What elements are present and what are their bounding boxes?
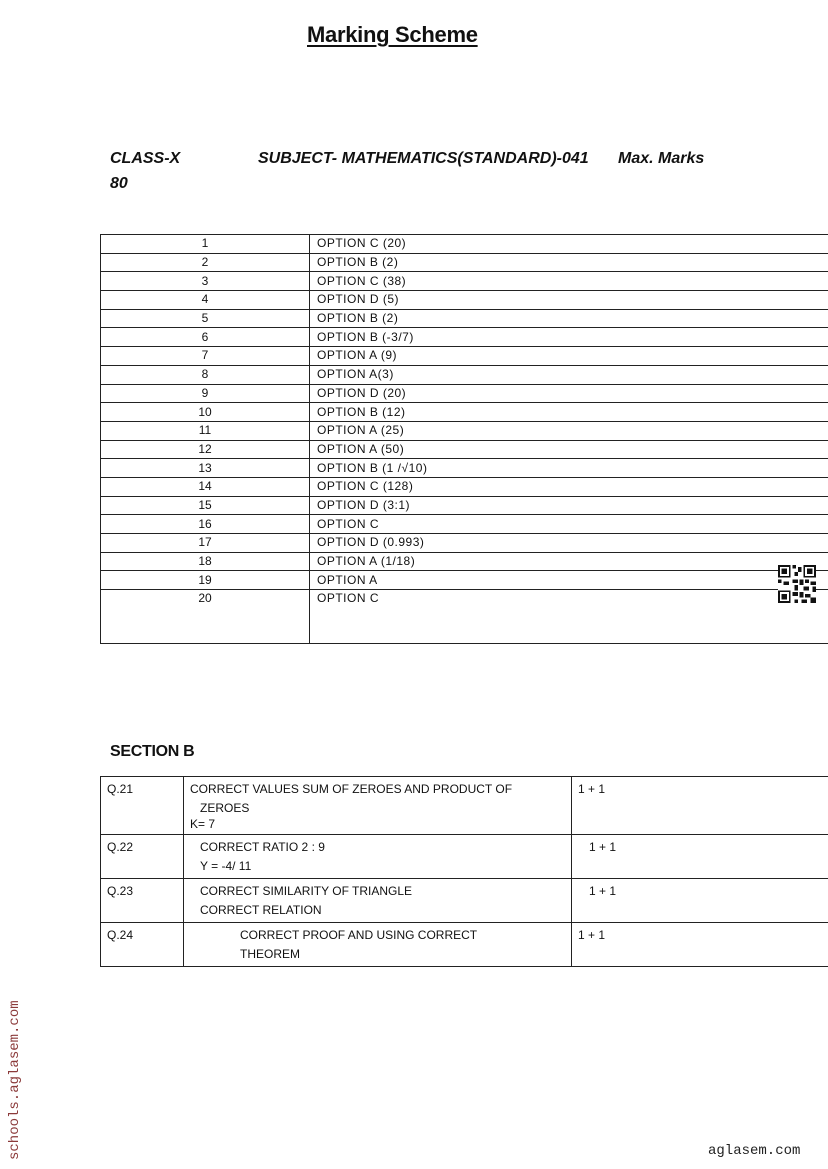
- table-row: [101, 291, 828, 310]
- table-row: [101, 421, 828, 440]
- answer-option: OPTION A (9): [310, 347, 828, 366]
- table-row: [101, 384, 828, 403]
- table-row: [101, 477, 828, 496]
- question-number: 17: [101, 534, 310, 553]
- criteria-line: CORRECT SIMILARITY OF TRIANGLE: [200, 884, 413, 898]
- criteria-line: CORRECT RATIO 2 : 9: [200, 840, 325, 854]
- question-number: 20: [101, 590, 310, 644]
- table-row: [101, 923, 828, 967]
- marking-criteria: [184, 835, 572, 879]
- question-number: 11: [101, 421, 310, 440]
- section-b-marking-table: [100, 776, 828, 967]
- marks: 1 + 1: [572, 835, 828, 879]
- question-number: 3: [101, 272, 310, 291]
- table-row: [101, 253, 828, 272]
- table-row: [101, 440, 828, 459]
- answer-option: OPTION B (2): [310, 253, 828, 272]
- table-row: [101, 403, 828, 422]
- answer-option: OPTION C (20): [310, 235, 828, 254]
- answer-option: OPTION A (25): [310, 421, 828, 440]
- criteria-line: THEOREM: [240, 946, 300, 961]
- answer-option: OPTION B (-3/7): [310, 328, 828, 347]
- criteria-line: CORRECT PROOF AND USING CORRECT: [240, 928, 478, 942]
- criteria-line: ZEROES: [200, 800, 250, 815]
- max-marks-value: 80: [110, 175, 128, 192]
- question-number: 15: [101, 496, 310, 515]
- answer-option: OPTION A (1/18): [310, 552, 828, 571]
- table-row: [101, 309, 828, 328]
- criteria-line: CORRECT VALUES SUM OF ZEROES AND PRODUCT OF: [190, 782, 513, 796]
- footer-watermark: aglasem.com: [708, 1143, 801, 1159]
- answer-option: OPTION D (3:1): [310, 496, 828, 515]
- table-row: [101, 272, 828, 291]
- table-row: [101, 777, 828, 835]
- answer-option: OPTION C: [310, 515, 828, 534]
- question-number: 12: [101, 440, 310, 459]
- subject-label: SUBJECT- MATHEMATICS(STANDARD)-041: [258, 150, 589, 167]
- answer-option: OPTION D (0.993): [310, 534, 828, 553]
- table-row: [101, 328, 828, 347]
- section-a-answer-table: [100, 234, 828, 644]
- question-number: 18: [101, 552, 310, 571]
- table-row: [101, 515, 828, 534]
- table-row: [101, 459, 828, 478]
- question-number: 7: [101, 347, 310, 366]
- page-title: Marking Scheme: [307, 22, 478, 47]
- question-number: 5: [101, 309, 310, 328]
- answer-option: OPTION B (2): [310, 309, 828, 328]
- question-number: 8: [101, 365, 310, 384]
- question-number: 19: [101, 571, 310, 590]
- marking-criteria: [184, 777, 572, 835]
- table-row: [101, 365, 828, 384]
- class-label: CLASS-X: [110, 150, 181, 167]
- answer-option: OPTION C (128): [310, 477, 828, 496]
- marking-criteria: [184, 879, 572, 923]
- question-number: 16: [101, 515, 310, 534]
- answer-option: OPTION B (12): [310, 403, 828, 422]
- marks: 1 + 1: [572, 879, 828, 923]
- criteria-line: CORRECT RELATION: [200, 902, 322, 917]
- question-number: 14: [101, 477, 310, 496]
- answer-option: OPTION A(3): [310, 365, 828, 384]
- question-number: 13: [101, 459, 310, 478]
- question-number: 2: [101, 253, 310, 272]
- answer-option: OPTION A (50): [310, 440, 828, 459]
- table-row: [101, 496, 828, 515]
- question-number: Q.24: [101, 923, 184, 967]
- criteria-line: K= 7: [190, 817, 216, 831]
- table-row: [101, 347, 828, 366]
- table-row: [101, 879, 828, 923]
- table-row: [101, 571, 828, 590]
- side-watermark: schools.aglasem.com: [7, 1000, 23, 1160]
- answer-option: OPTION B (1 /√10): [310, 459, 828, 478]
- table-row: [101, 552, 828, 571]
- table-row: [101, 835, 828, 879]
- question-number: 4: [101, 291, 310, 310]
- question-number: 1: [101, 235, 310, 254]
- table-row: [101, 590, 828, 644]
- section-b-heading: SECTION B: [110, 743, 195, 760]
- max-marks-label: Max. Marks: [618, 150, 705, 167]
- question-number: 6: [101, 328, 310, 347]
- qr-code-icon: [778, 565, 816, 603]
- question-number: Q.22: [101, 835, 184, 879]
- table-row: [101, 235, 828, 254]
- criteria-line: Y = -4/ 11: [200, 858, 252, 873]
- answer-option: OPTION D (20): [310, 384, 828, 403]
- question-number: Q.23: [101, 879, 184, 923]
- question-number: 10: [101, 403, 310, 422]
- question-number: 9: [101, 384, 310, 403]
- answer-option: OPTION C (38): [310, 272, 828, 291]
- marking-criteria: [184, 923, 572, 967]
- marks: 1 + 1: [572, 777, 828, 835]
- question-number: Q.21: [101, 777, 184, 835]
- answer-option: OPTION D (5): [310, 291, 828, 310]
- answer-option: OPTION C: [310, 590, 828, 644]
- table-row: [101, 534, 828, 553]
- marks: 1 + 1: [572, 923, 828, 967]
- answer-option: OPTION A: [310, 571, 828, 590]
